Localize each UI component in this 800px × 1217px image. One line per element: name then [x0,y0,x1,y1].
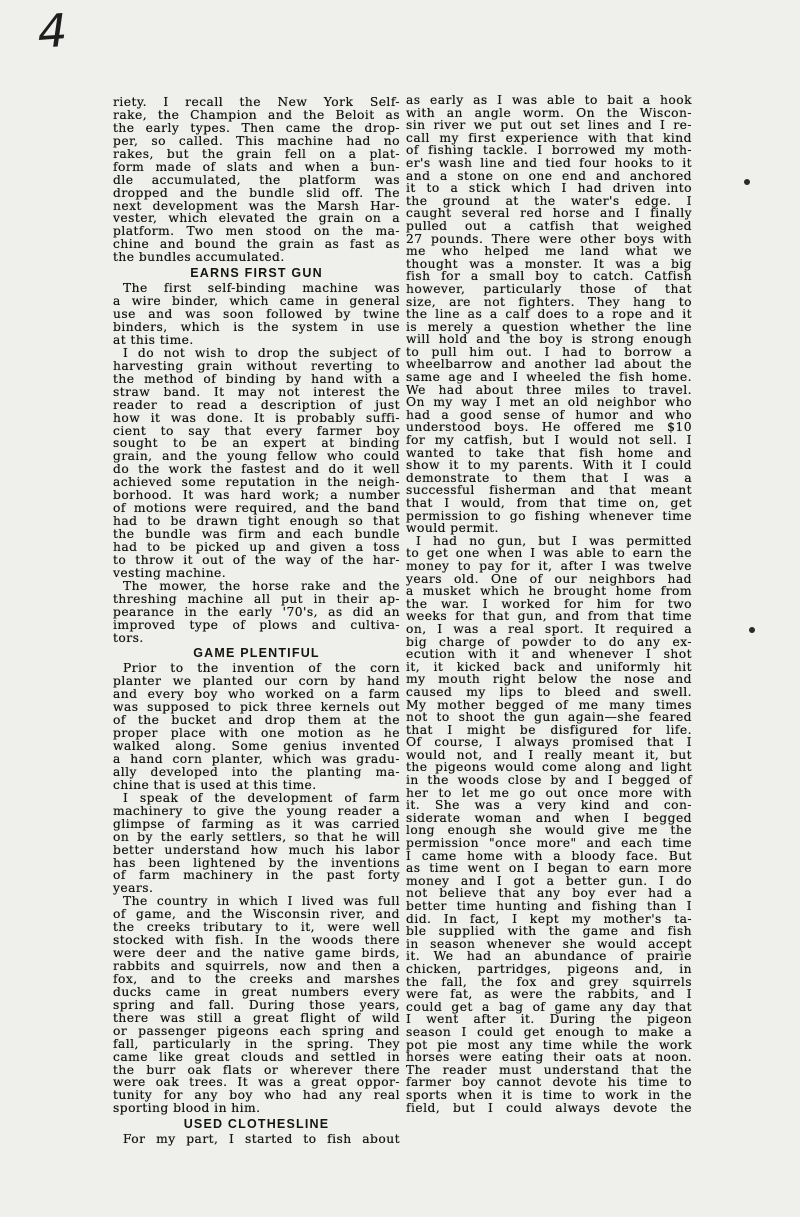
text-line: has been lightened by the inventions [113,855,400,870]
text-line: field, but I could always devote the [406,1100,692,1115]
text-line: harvesting grain without reverting to [113,358,400,373]
text-line: in season whenever she would accept [406,936,692,951]
text-line: the bundle was firm and each bundle [113,527,400,541]
text-line: permission "once more" and each time [406,836,692,851]
text-line: demonstrate to them that I was a [406,470,692,485]
text-line: it, it kicked back and uniformly hit [406,659,692,674]
text-line: at this time. [113,332,194,347]
text-line: her to let me go out once more with [406,785,692,800]
section-heading: EARNS FIRST GUN [190,266,323,281]
text-line: money and I got a better gun. I do [406,873,692,888]
text-line: Prior to the invention of the corn [123,661,400,676]
text-line: riety. I recall the New York Self- [113,95,400,109]
text-line: call my first experience with that kind [406,130,692,145]
text-line: I came home with a bloody face. But [406,848,692,863]
text-line: the burr oak flats or wherever there [113,1062,400,1077]
text-line: not to shoot the gun again—she feared [406,710,692,725]
text-line: show it to my parents. With it I could [406,458,692,473]
text-line: dle accumulated, the platform was [113,172,400,187]
text-line: dropped and the bundle slid off. The [113,185,400,200]
text-line: were oak trees. It was a great oppor- [113,1075,400,1090]
text-line: money to pay for it, after I was twelve [406,558,692,573]
text-line: ecution with it and whenever I shot [406,647,692,662]
text-line: to pull him out. I had to borrow a [406,344,692,359]
text-line: the ground at the water's edge. I [406,193,692,208]
text-line: of fishing tackle. I borrowed my moth- [406,143,692,158]
text-line: had to be picked up and given a toss [113,539,400,554]
text-line: on by the early settlers, so that he will [113,829,400,844]
paragraph [113,792,400,896]
text-line: with an angle worm. On the Wiscon- [406,105,692,120]
text-line: proper place with one motion as he [113,726,400,741]
paragraph [113,282,400,347]
section-heading: USED CLOTHESLINE [183,1117,330,1132]
left-column [113,96,400,1146]
text-line: fox, and to the creeks and marshes [113,971,400,986]
text-line: ally developed into the planting ma- [113,764,400,779]
text-line: chicken, partridges, pigeons and, in [406,961,692,976]
text-line: next development was the Marsh Har- [113,198,400,213]
paragraph [113,96,400,264]
text-line: machinery to give the young reader a [113,803,400,818]
text-line: successful fisherman and that meant [406,483,692,498]
text-line: sporting blood in him. [113,1101,261,1116]
text-line: achieved some reputation in the neigh- [113,475,400,490]
text-line: the method of binding by hand with a [113,371,400,386]
text-line: came like great clouds and settled in [113,1049,400,1064]
text-line: sports when it is time to work in the [406,1087,692,1102]
text-line: would permit. [406,521,499,536]
text-line: big charge of powder to do any ex- [406,634,692,649]
text-line: my mouth right below the nose and [406,672,692,687]
text-line: however, particularly those of that [406,281,692,296]
text-line: on, I was a real sport. It required a [406,621,692,636]
text-line: fish for a small boy to catch. Catfish [406,269,692,284]
text-line: glimpse of farming as it was carried [113,816,400,831]
scan-speck [744,179,750,185]
text-line: The country in which I lived was full [123,894,400,909]
text-line: I went after it. During the pigeon [406,1012,692,1027]
text-line: was supposed to pick three kernels out [113,700,400,715]
text-line: ble supplied with the game and fish [406,924,692,939]
paragraph [113,580,400,645]
text-line: fall, particularly in the spring. They [113,1036,400,1051]
text-line: rabbits and squirrels, now and then a [113,959,400,973]
text-line: chine and bound the grain as fast as [113,237,400,252]
text-line: do the work the fastest and do it well [113,462,400,477]
paragraph [113,662,400,791]
text-line: a wire binder, which came in general [113,294,400,309]
text-line: tors. [113,630,144,645]
text-line: for my catfish, but I would not sell. I [406,433,692,448]
text-line: For my part, I started to fish about [123,1132,400,1147]
text-line: chine that is used at this time. [113,777,317,792]
text-line: and a stone on one end and anchored [406,168,692,183]
paragraph [113,347,400,580]
text-line: a hand corn planter, which was gradu- [113,752,400,766]
scan-speck [749,627,755,633]
paragraph [113,1133,400,1146]
text-line: not believe that any boy ever had a [406,886,692,901]
text-line: weeks for that gun, and from that time [406,609,692,624]
text-line: as time went on I began to earn more [406,861,692,876]
text-line: On my way I met an old neighbor who [406,395,692,410]
text-line: sin river we put out set lines and I re- [406,118,692,133]
text-line: permission to go fishing whenever time [406,508,692,523]
text-line: is merely a question whether the line [406,319,692,334]
text-line: The reader must understand that the [406,1062,692,1077]
text-line: understood boys. He offered me $10 [406,420,692,435]
text-line: in the woods close by and I begged of [406,773,692,788]
text-line: of game, and the Wisconsin river, and [113,907,400,922]
text-line: season I could get enough to make a [406,1024,692,1039]
text-line: form made of slats and when a bun- [113,159,400,174]
text-line: threshing machine all put in their ap- [113,591,400,606]
text-line: siderate woman and when I begged [406,810,692,825]
text-line: improved type of plows and cultiva- [113,617,400,632]
text-line: had a good sense of humor and who [406,407,692,422]
text-line: thought was a monster. It was a big [406,256,692,271]
text-line: years old. One of our neighbors had [406,571,692,586]
text-line: We had about three miles to travel. [406,382,692,397]
text-line: farmer boy cannot devote his time to [406,1075,692,1090]
text-line: pearance in the early '70's, as did an [113,604,400,619]
text-line: a musket which he brought home from [406,584,692,599]
text-line: the bundles accumulated. [113,250,285,265]
text-line: of the bucket and drop them at the [113,713,400,728]
handwritten-page-number: 4 [33,3,72,59]
text-line: will hold and the boy is strong enough [406,332,692,347]
text-line: better time hunting and fishing than I [406,899,692,913]
text-line: pot pie most any time while the work [406,1037,692,1052]
text-line: stocked with fish. In the woods there [113,933,400,948]
text-line: The first self-binding machine was [123,281,400,296]
text-line: were fat, as were the rabbits, and I [406,987,692,1002]
text-line: er's wash line and tied four hooks to it [406,155,692,170]
text-line: and every boy who worked on a farm [113,687,400,702]
text-line: caused my lips to bleed and swell. [406,684,692,699]
paragraph [406,94,692,535]
text-line: better understand how much his labor [113,842,400,857]
text-line: as early as I was able to bait a hook [406,93,692,107]
paragraph [406,535,692,1114]
text-line: long enough she would give me the [406,823,692,838]
text-line: caught several red horse and I finally [406,206,692,221]
text-line: tunity for any boy who had any real [113,1088,400,1103]
text-line: cient to say that every farmer boy [113,423,400,438]
text-line: horses were eating their oats at noon. [406,1050,692,1065]
text-line: The mower, the horse rake and the [123,578,400,593]
text-line: the fall, the fox and grey squirrels [406,974,692,989]
text-line: reader to read a description of just [113,397,400,412]
text-line: to throw it out of the way of the har- [113,552,400,567]
text-line: rakes, but the grain fell on a plat- [113,146,400,161]
text-line: to get one when I was able to earn the [406,546,692,561]
text-line: of motions were required, and the band [113,501,400,516]
text-line: that I would, from that time on, get [406,496,692,510]
text-line: size, are not fighters. They hang to [406,294,692,309]
text-line: the pigeons would come along and light [406,760,692,775]
text-line: had to be drawn tight enough so that [113,514,400,529]
text-line: were deer and the native game birds, [113,946,400,961]
text-line: per, so called. This machine had no [113,133,400,148]
text-line: use and was soon followed by twine [113,307,400,322]
text-line: binders, which is the system in use [113,320,400,334]
text-line: the early types. Then came the drop- [113,120,400,135]
text-line: the line as a calf does to a rope and it [406,307,692,322]
text-line: My mother begged of me many times [406,697,692,712]
text-line: I had no gun, but I was permitted [416,533,692,548]
text-line: planter we planted our corn by hand [113,674,400,689]
text-line: of farm machinery in the past forty [113,868,400,883]
text-line: the creeks tributary to it, were well [113,920,400,935]
text-line: rake, the Champion and the Beloit as [113,107,400,122]
text-line: pulled out a catfish that weighed [406,218,692,233]
text-line: the war. I worked for him for two [406,596,692,611]
text-line: sought to be an expert at binding [113,436,400,451]
section-heading: GAME PLENTIFUL [193,646,320,661]
text-line: straw band. It may not interest the [113,384,400,399]
text-line: I do not wish to drop the subject of [123,345,400,360]
text-line: wheelbarrow and another lad about the [406,357,692,372]
text-line: me who helped me land what we [406,244,692,259]
text-line: years. [113,881,154,896]
text-line: I speak of the development of farm [123,790,400,805]
paragraph [113,895,400,1115]
text-line: would not, and I really meant it, but [406,747,692,762]
text-line: borhood. It was hard work; a number [113,488,400,503]
text-line: could get a bag of game any day that [406,999,692,1014]
text-line: vesting machine. [113,565,227,580]
text-line: spring and fall. During those years, [113,997,400,1012]
text-line: that I might be disfigured for life. [406,722,692,737]
text-line: how it was done. It is probably suffi- [113,410,400,425]
text-line: Of course, I always promised that I [406,735,692,750]
text-line: or passenger pigeons each spring and [113,1023,400,1038]
text-line: vester, which elevated the grain on a [113,211,400,226]
text-line: it. We had an abundance of prairie [406,949,692,964]
text-line: 27 pounds. There were other boys with [406,231,692,246]
text-line: ducks came in great numbers every [113,984,400,999]
text-line: did. In fact, I kept my mother's ta- [406,911,692,926]
text-line: it. She was a very kind and con- [406,798,692,813]
text-line: grain, and the young fellow who could [113,449,400,464]
text-line: it to a stick which I had driven into [406,181,692,196]
text-line: walked along. Some genius invented [113,739,400,754]
text-line: platform. Two men stood on the ma- [113,224,400,239]
text-line: same age and I wheeled the fish home. [406,370,692,385]
text-line: wanted to take that fish home and [406,445,692,460]
text-line: there was still a great flight of wild [113,1010,400,1025]
right-column [406,94,692,1114]
